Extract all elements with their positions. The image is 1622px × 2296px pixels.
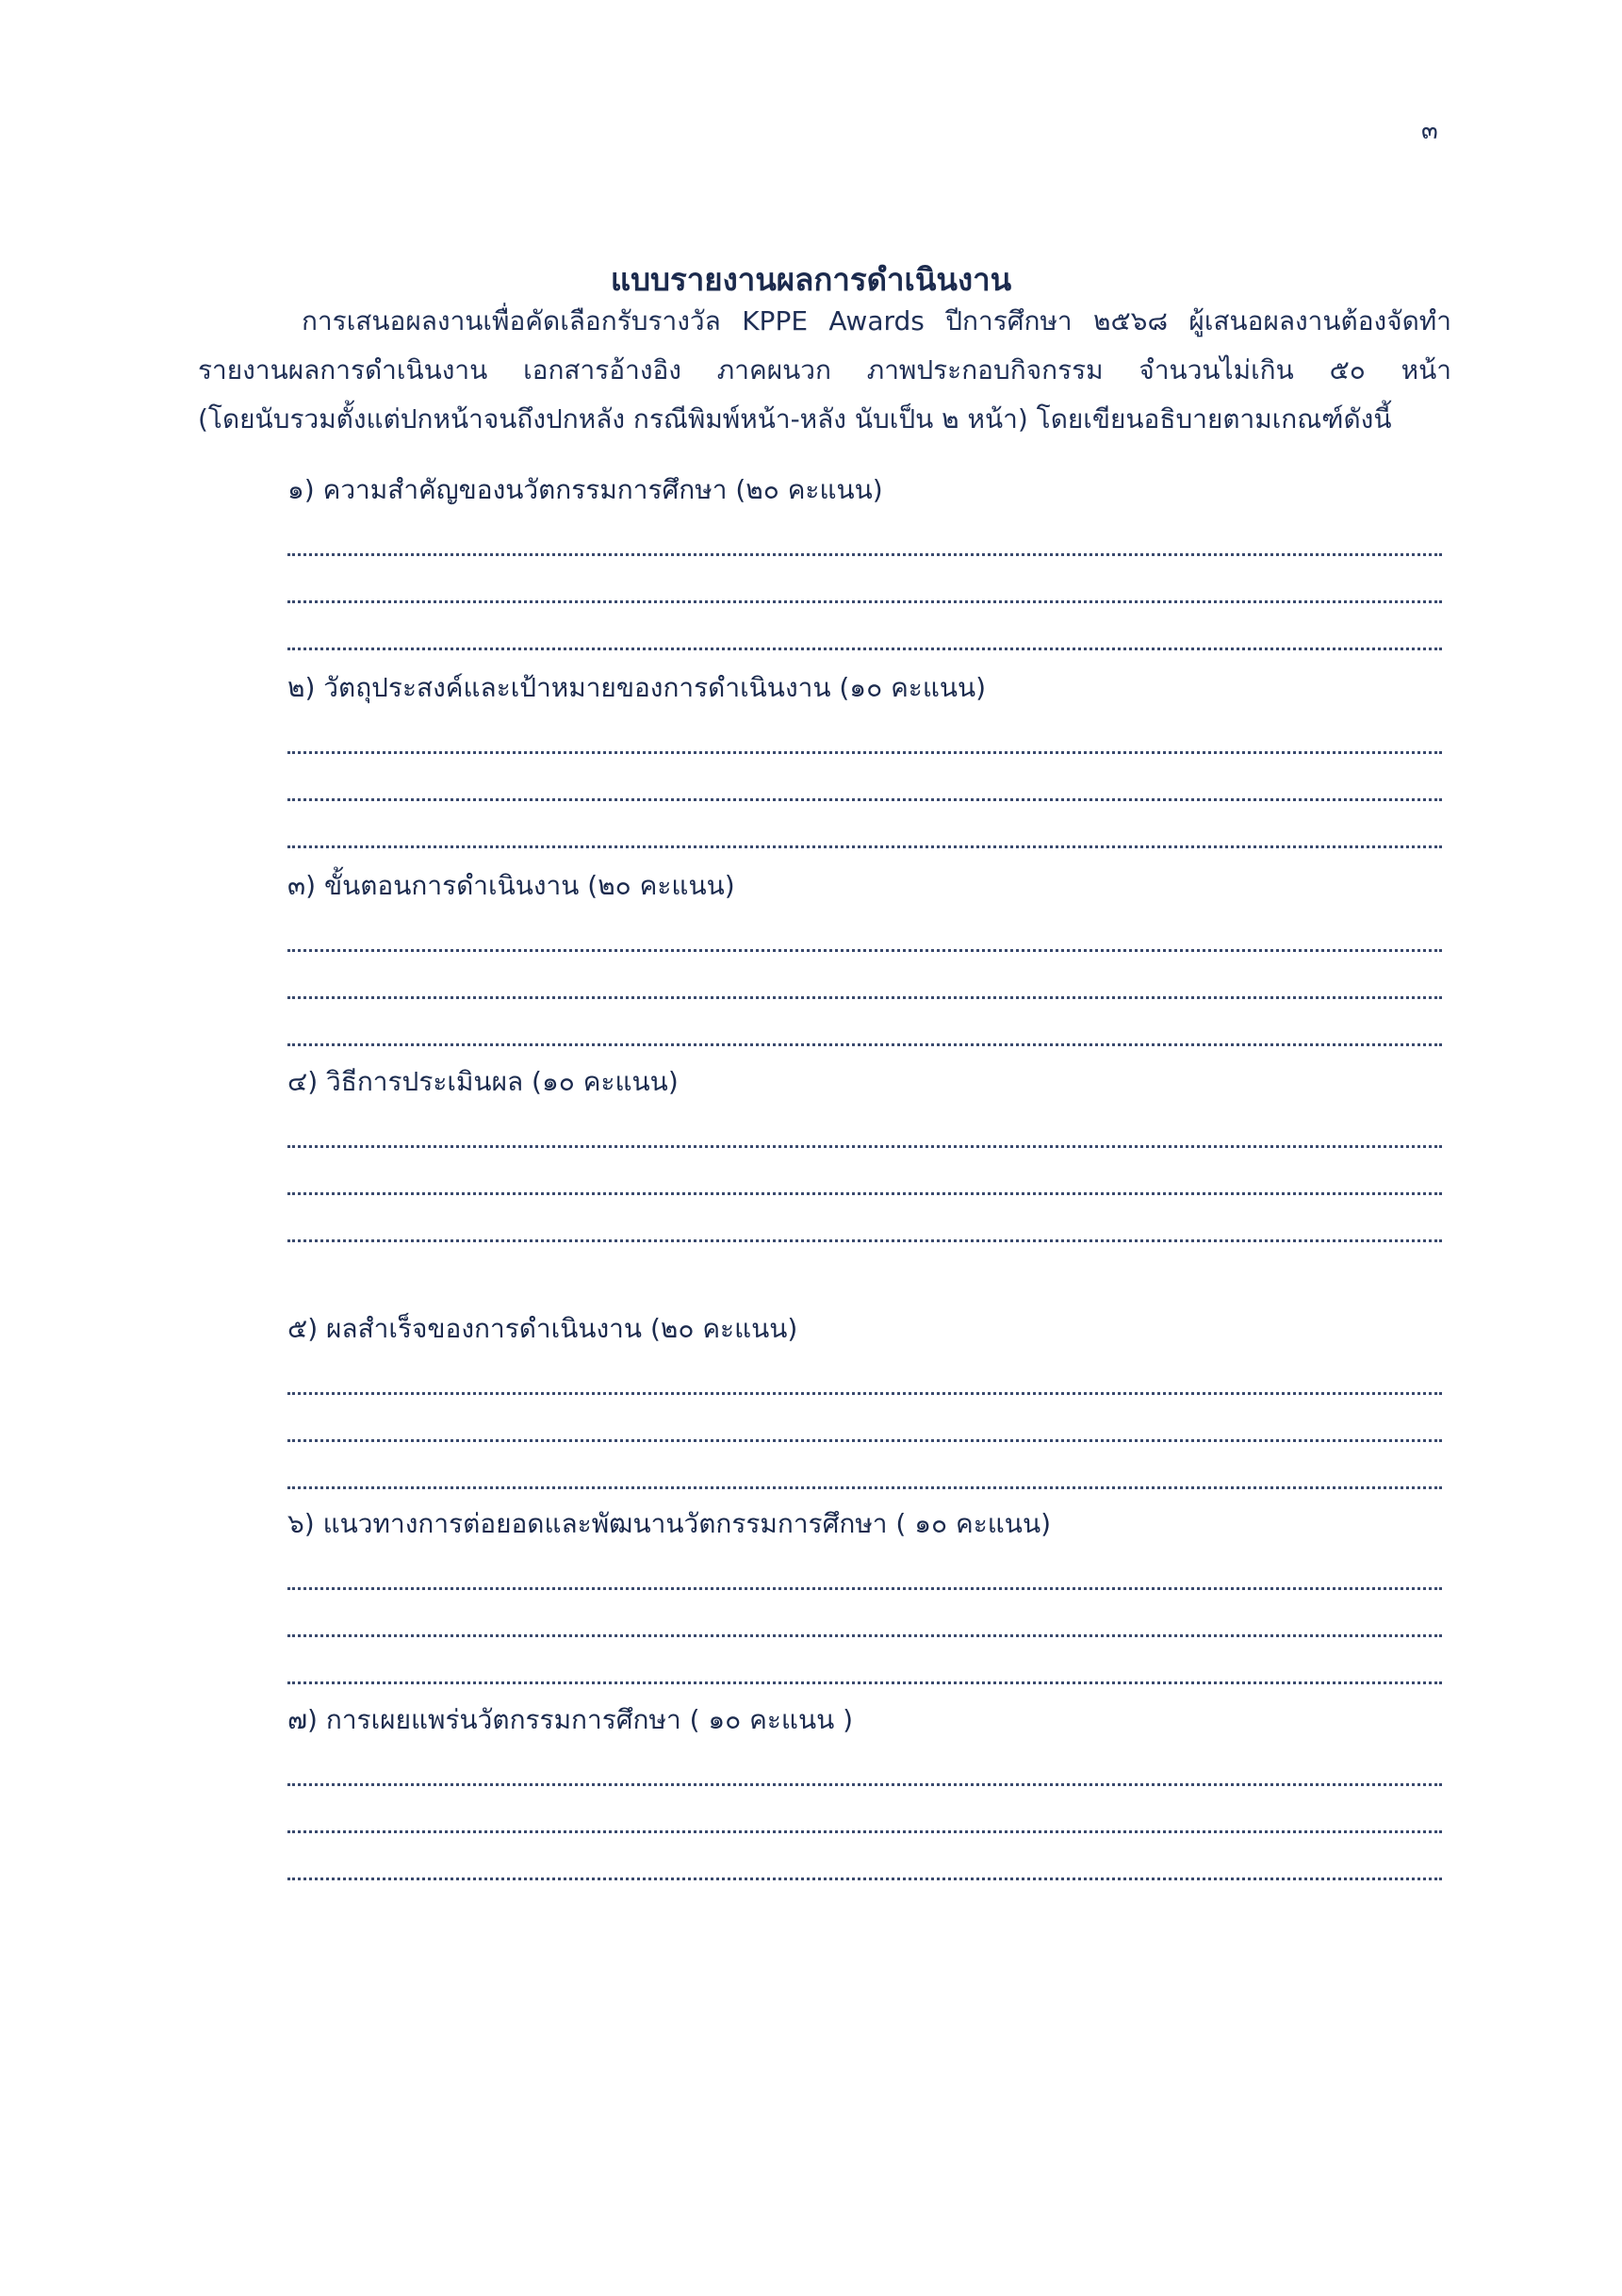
- section-heading: ๒) วัตถุประสงค์และเป้าหมายของการดำเนินงาน (๑๐ คะแนน): [287, 672, 987, 703]
- section-heading: ๓) ขั้นตอนการดำเนินงาน (๒๐ คะแนน): [287, 870, 735, 901]
- intro-line: รายงานผลการดำเนินงาน เอกสารอ้างอิง ภาคผนวก ภาพประกอบกิจกรรม จำนวนไม่เกิน ๕๐ หน้า: [198, 354, 1451, 385]
- section-heading: ๔) วิธีการประเมินผล (๑๐ คะแนน): [287, 1066, 679, 1097]
- answer-line[interactable]: [287, 1395, 1442, 1442]
- section-objectives: [287, 669, 1442, 848]
- answer-line[interactable]: [287, 509, 1442, 556]
- answer-line[interactable]: [287, 1786, 1442, 1833]
- section-importance: [287, 471, 1442, 650]
- answer-line[interactable]: [287, 603, 1442, 650]
- answer-line[interactable]: [287, 556, 1442, 603]
- answer-line[interactable]: [287, 1590, 1442, 1637]
- answer-line[interactable]: [287, 1833, 1442, 1880]
- intro-line: การเสนอผลงานเพื่อคัดเลือกรับรางวัล KPPE Awards ปีการศึกษา ๒๕๖๘ ผู้เสนอผลงานต้องจัดทำ: [302, 305, 1451, 336]
- section-development: [287, 1505, 1442, 1684]
- answer-line[interactable]: [287, 1101, 1442, 1148]
- answer-line[interactable]: [287, 905, 1442, 952]
- answer-line[interactable]: [287, 1442, 1442, 1489]
- intro-paragraph: [198, 297, 1451, 444]
- answer-line[interactable]: [287, 1637, 1442, 1684]
- answer-line[interactable]: [287, 801, 1442, 848]
- section-heading: ๕) ผลสำเร็จของการดำเนินงาน (๒๐ คะแนน): [287, 1313, 798, 1344]
- answer-line[interactable]: [287, 999, 1442, 1046]
- section-evaluation: [287, 1063, 1442, 1242]
- answer-line[interactable]: [287, 1195, 1442, 1242]
- page-number: ๓: [1421, 117, 1438, 145]
- answer-line[interactable]: [287, 1543, 1442, 1590]
- section-heading: ๗) การเผยแพร่นวัตกรรมการศึกษา ( ๑๐ คะแนน ): [287, 1704, 854, 1735]
- section-dissemination: [287, 1701, 1442, 1880]
- answer-line[interactable]: [287, 1148, 1442, 1195]
- answer-line[interactable]: [287, 754, 1442, 801]
- answer-line[interactable]: [287, 952, 1442, 999]
- intro-line: (โดยนับรวมตั้งแต่ปกหน้าจนถึงปกหลัง กรณีพิมพ์หน้า-หลัง นับเป็น ๒ หน้า) โดยเขียนอธิบายตามเกณฑ์ดังนี้: [198, 403, 1392, 435]
- answer-line[interactable]: [287, 707, 1442, 754]
- section-heading: ๖) แนวทางการต่อยอดและพัฒนานวัตกรรมการศึกษา ( ๑๐ คะแนน): [287, 1508, 1052, 1539]
- section-heading: ๑) ความสำคัญของนวัตกรรมการศึกษา (๒๐ คะแนน): [287, 474, 883, 505]
- section-procedure: [287, 867, 1442, 1046]
- answer-line[interactable]: [287, 1739, 1442, 1786]
- page-title: แบบรายงานผลการดำเนินงาน: [610, 261, 1012, 298]
- section-results: [287, 1310, 1442, 1489]
- answer-line[interactable]: [287, 1348, 1442, 1395]
